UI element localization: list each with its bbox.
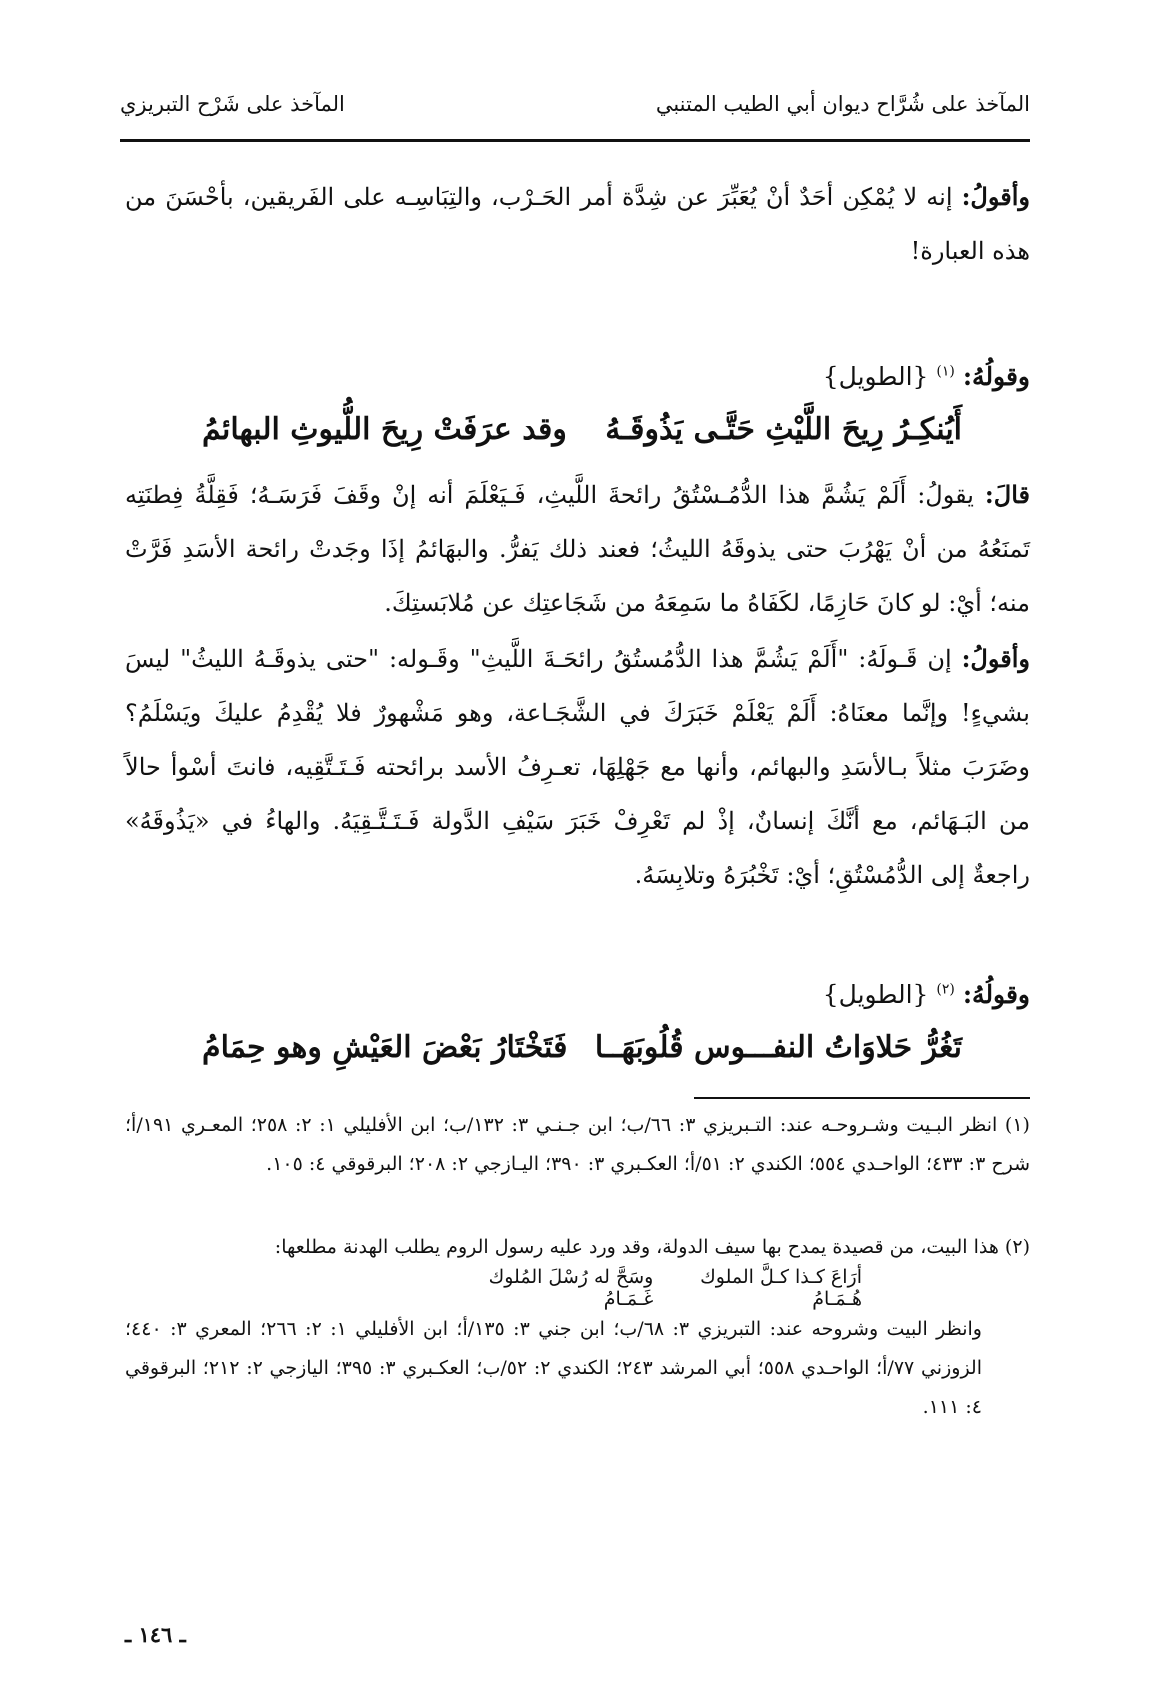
paragraph-lead: قالَ: <box>984 480 1030 509</box>
verse-first-hemistich: تَغُرُّ حَلاوَاتُ النفـــوس قُلُوبَهَــا <box>594 1030 962 1065</box>
paragraph-lead: وأقولُ: <box>961 182 1030 211</box>
paragraph-commentary-3 <box>125 632 1030 902</box>
page-number: ـ ١٤٦ ـ <box>125 1622 186 1647</box>
footnote-2-intro: (٢) هذا البيت، من قصيدة يمدح بها سيف الدولة، وقد ورد عليه رسول الروم يطلب الهدنة مطلعها: <box>274 1236 1030 1258</box>
footnote-ref-2[interactable]: (٢) <box>936 981 955 998</box>
footnote-2-verse <box>442 1266 862 1310</box>
paragraph-text: إنه لا يُمْكِن أحَدٌ أنْ يُعَبِّرَ عن شِدَّة أمر الحَـرْب، والتِبَاسِـه على الفَريقين، بأحْسَنَ من هذه العبارة! <box>125 183 1030 265</box>
paragraph-text: إن قَـولَهُ: "أَلَمْ يَشُمَّ هذا الدُّمُستُقُ رائحَـةَ اللَّيثِ" وقَـوله: "حتى يذوقَـهُ الليثُ" ليسَ بشيءٍ! وإنَّما معنَاهُ: أَلَمْ يَعْلَمْ خَبَرَكَ في الشَّجَـاعة، وهو مَشْهورٌ فلا يُقْدِمُ عليكَ ويَسْلَمُ؟ وضَرَبَ مثلاً بـالأسَدِ والبهائم، وأنها مع جَهْلِهَا، تعـرِفُ الأسد برائحته فَـتَـتَّقِيه، فانتَ أسْوأ حالاً من البَـهَائم، مع أنَّكَ إنسانٌ، إذْ لم تَعْرِفْ خَبَرَ سَيْفِ الدَّولة فَـتَـتَّـقِيَهُ. والهاءُ في «يَذُوقَهُ» راجعةٌ إلى الدُّمُسْتُقِ؛ أيْ: تَخْبُرَهُ وتلابِسَهُ. <box>125 645 1030 889</box>
footnote-2-sources: وانظر البيت وشروحه عند: التبريزي ٣: ٦٨/ب؛ ابن جني ٣: ١٣٥/أ؛ ابن الأفليلي ١: ٢: ٢٦٦؛ المعري ٣: ٤٤٠؛ الزوزني ٧٧/أ؛ الواحـدي ٥٥٨؛ أبي المرشد ٢٤٣؛ الكندي ٢: ٥٢/ب؛ العكـبري ٣: ٣٩٥؛ اليازجي ٢: ٢١٢؛ البرقوقي ٤: ١١١. <box>125 1318 983 1418</box>
paragraph-lead: وأقولُ: <box>961 644 1030 673</box>
footnote-divider <box>694 1097 1030 1099</box>
verse-second-hemistich: وقد عرَفَتْ رِيحَ اللُّيوثِ البهائمُ <box>202 412 567 447</box>
paragraph-commentary-2 <box>125 468 1030 630</box>
verse-line-1 <box>202 412 962 447</box>
footnote-ref-1[interactable]: (١) <box>936 363 955 380</box>
paragraph-commentary-1 <box>125 170 1030 278</box>
header-divider <box>120 139 1030 142</box>
running-header-book-title: المآخذ على شُرَّاح ديوان أبي الطيب المتنبي <box>655 92 1030 116</box>
verse-first-hemistich: أَيُنكِـرُ رِيحَ اللَّيْثِ حَتَّـى يَذُوقَـهُ <box>605 412 962 447</box>
poem-heading-2 <box>823 980 1030 1009</box>
poem-heading-1 <box>823 362 1030 391</box>
poem-lead: وقولُهُ: <box>962 362 1030 391</box>
paragraph-text: يقولُ: أَلَمْ يَشُمَّ هذا الدُّمُـسْتُقُ رائحةَ اللَّيثِ، فَـيَعْلَمَ أنه إنْ وقَفَ فَرَسَـهُ؛ فَقِلَّةُ فِطنَتِه تَمنَعُهُ من أنْ يَهْرُبَ حتى يذوقَهُ الليثُ؛ فعند ذلك يَفرُّ. والبهَائمُ إذَا وجَدتْ رائحة الأسَدِ فَرَّتْ منه؛ أيْ: لو كانَ حَازِمًا، لكَفَاهُ ما سَمِعَهُ من شَجَاعتِك عن مُلابَستِكَ. <box>125 481 1031 617</box>
poem-lead: وقولُهُ: <box>962 980 1030 1009</box>
footnote-verse-first-hemistich: أرَاعَ كـذا كـلَّ الملوك هُـمَـامُ <box>700 1266 862 1310</box>
verse-line-2 <box>202 1030 962 1065</box>
verse-second-hemistich: فَتَخْتَارُ بَعْضَ العَيْشِ وهو حِمَامُ <box>202 1030 568 1065</box>
footnote-1: (١) انظر البـيت وشـروحـه عند: التـبريزي ٣: ٦٦/ب؛ ابن جـنـي ٣: ١٣٢/ب؛ ابن الأفليلي ١: ٢: ٢٥٨؛ المعـري ١٩١/أ؛ شرح ٣: ٤٣٣؛ الواحـدي ٥٥٤؛ الكندي ٢: ٥١/أ؛ العكـبري ٣: ٣٩٠؛ اليـازجي ٢: ٢٠٨؛ البرقوقي ٤: ١٠٥. <box>125 1114 1030 1175</box>
poem-meter: {الطويل} <box>822 980 929 1009</box>
footnote-verse-second-hemistich: وسَحَّ له رُسْلَ المُلوك غَـمَـامُ <box>488 1266 654 1310</box>
running-header-chapter-title: المآخذ على شَرْح التبريزي <box>120 92 345 116</box>
poem-meter: {الطويل} <box>822 362 929 391</box>
